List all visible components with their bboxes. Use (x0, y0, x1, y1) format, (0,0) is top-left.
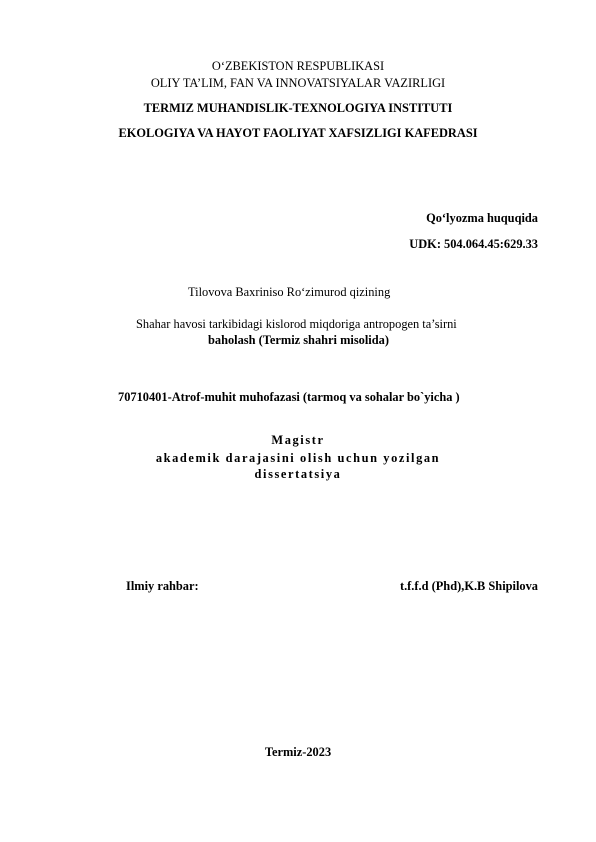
city-year: Termiz-2023 (264, 745, 332, 759)
country-heading: O‘ZBEKISTON RESPUBLIKASI (211, 59, 385, 73)
manuscript-rights: Qo‘lyozma huquqida (426, 211, 538, 225)
thesis-title-line-1: Shahar havosi tarkibidagi kislorod miqdoriga antropogen ta’sirni (136, 317, 457, 331)
specialty-code: 70710401-Atrof-muhit muhofazasi (tarmoq va sohalar bo`yicha ) (118, 390, 460, 404)
supervisor-label: Ilmiy rahbar: (126, 579, 199, 593)
supervisor-name: t.f.f.d (Phd),K.B Shipilova (399, 579, 538, 593)
degree-line-2: akademik darajasini olish uchun yozilgan (155, 451, 441, 465)
thesis-title-line-2: baholash (Termiz shahri misolida) (208, 333, 389, 347)
department-heading: EKOLOGIYA VA HAYOT FAOLIYAT XAFSIZLIGI KAFEDRASI (118, 126, 478, 140)
degree-line-1: Magistr (271, 433, 325, 447)
ministry-heading: OLIY TA’LIM, FAN VA INNOVATSIYALAR VAZIRLIGI (150, 76, 446, 90)
author-name: Tilovova Baxriniso Ro‘zimurod qizining (188, 285, 391, 299)
degree-line-3: dissertatsiya (254, 467, 342, 481)
udk-code: UDK: 504.064.45:629.33 (409, 237, 538, 251)
institute-heading: TERMIZ MUHANDISLIK-TEXNOLOGIYA INSTITUTI (143, 101, 453, 115)
